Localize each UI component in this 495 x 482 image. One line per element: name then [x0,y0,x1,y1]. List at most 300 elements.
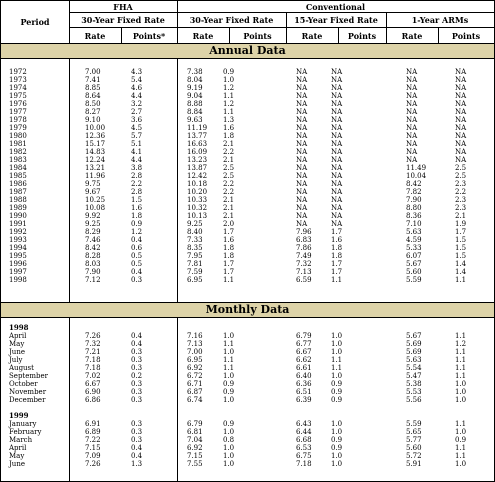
c30-points-cell: 1.8 [223,244,235,252]
fha-points-cell: 0.4 [131,332,143,340]
c30-points-cell: 1.7 [223,268,235,276]
c30-points-cell: 0.9 [223,68,235,76]
arm-points-cell: 1.0 [455,380,467,388]
period-cell: 1979 [9,124,27,132]
c30-points-cell: 1.0 [223,332,235,340]
c15-points-cell: 1.0 [331,348,343,356]
period-cell: February [9,428,42,436]
arm-points-cell: 2.3 [455,196,467,204]
c30-points-cell: 1.0 [223,372,235,380]
c30-rate-cell: 6.74 [187,396,203,404]
period-cell: 1982 [9,148,27,156]
c30-rate-cell: 10.33 [187,196,208,204]
arm-points-cell: 1.1 [455,372,467,380]
c15-points-cell: NA [331,204,343,212]
table-row [1,76,494,84]
c15-rate-cell: NA [296,148,308,156]
arm-rate-cell: 8.80 [406,204,422,212]
arm-rate-cell: 5.33 [406,244,422,252]
c30-rate-cell: 8.88 [187,100,203,108]
arm-points-cell: 1.1 [455,420,467,428]
arm-points-cell: 1.7 [455,228,467,236]
arm-rate-cell: 5.59 [406,276,422,284]
arm-rate-cell: 5.91 [406,460,422,468]
c30-rate-cell: 6.95 [187,356,203,364]
c15-points-cell: 1.0 [331,372,343,380]
period-cell: 1993 [9,236,27,244]
c15-rate-cell: 7.13 [296,268,312,276]
fha-rate-cell: 7.90 [85,268,101,276]
arm-rate-cell: 5.72 [406,452,422,460]
fha-points-cell: 0.3 [131,420,143,428]
c30-rate-cell: 7.55 [187,460,203,468]
table-row [1,124,494,132]
table-row [1,244,494,252]
year-heading [1,324,494,332]
c15-rate-cell: NA [296,188,308,196]
c30-rate-cell: 13.87 [187,164,208,172]
c15-points-cell: NA [331,172,343,180]
c15-points-cell: NA [331,116,343,124]
table-row [1,348,494,356]
arm-points-cell: NA [455,92,467,100]
arm-rate-cell: NA [406,108,418,116]
c15-points-cell: 0.9 [331,436,343,444]
c30-rate-cell: 7.16 [187,332,203,340]
c15-points-cell: 1.0 [331,420,343,428]
c30-points-cell: 1.1 [223,340,235,348]
c30-points-cell: 2.2 [223,148,235,156]
arm-points-cell: 1.1 [455,332,467,340]
c30-points-cell: 1.0 [223,76,235,84]
fha-rate-cell: 7.09 [85,452,101,460]
c30-rate-cell: 10.13 [187,212,208,220]
fha-points-cell: 0.4 [131,444,143,452]
arm-points-cell: NA [455,124,467,132]
c30-points-cell: 1.6 [223,236,235,244]
monthly-band-rule [1,317,494,318]
c30-rate-cell: 8.04 [187,76,203,84]
c15-rate-cell: 6.51 [296,388,312,396]
arm-points-cell: 2.5 [455,172,467,180]
period-cell: 1997 [9,268,27,276]
fha-rate-cell: 7.22 [85,436,101,444]
annual-band-rule [1,58,494,59]
arm-points-cell: 0.9 [455,436,467,444]
c15-rate-cell: 6.67 [296,348,312,356]
arm-points-cell: 1.1 [455,356,467,364]
c15-rate-cell: 6.61 [296,364,312,372]
monthly-rows [1,324,494,468]
arm-points-cell: 1.5 [455,252,467,260]
c30-rate-cell: 6.92 [187,364,203,372]
arm-rate-cell: 5.38 [406,380,422,388]
fha-points-cell: 1.6 [131,204,143,212]
c15-points-cell: NA [331,68,343,76]
fha-rate-cell: 10.00 [85,124,106,132]
arm-rate-cell: 5.63 [406,356,422,364]
conventional-header: Conventional [305,2,366,12]
c15-rate-cell: 6.68 [296,436,312,444]
arm-rate-cell: NA [406,100,418,108]
c30-points-cell: 1.2 [223,100,235,108]
c15-points-cell: 1.8 [331,244,343,252]
fha-rate-cell: 7.46 [85,236,101,244]
table-row [1,196,494,204]
table-row [1,396,494,404]
c15-rate-cell: 7.86 [296,244,312,252]
arm-points-cell: 1.4 [455,260,467,268]
table-row [1,268,494,276]
c15-rate-cell: NA [296,100,308,108]
arm-points-cell: 1.1 [455,444,467,452]
fha-points-cell: 0.3 [131,348,143,356]
fha-points-cell: 2.7 [131,108,143,116]
table-row [1,188,494,196]
fha-points-cell: 0.3 [131,364,143,372]
table-row [1,388,494,396]
c30-points-cell: 1.1 [223,108,235,116]
arm-points-cell: 1.0 [455,396,467,404]
period-header: Period [20,17,50,27]
fha-points-cell: 4.4 [131,92,143,100]
c15-rate-cell: 7.18 [296,460,312,468]
period-cell: 1996 [9,260,27,268]
c15-rate-cell: NA [296,116,308,124]
arm-rate-cell: 7.10 [406,220,422,228]
c15-rate-cell: NA [296,84,308,92]
period-cell: 1998 [9,276,27,284]
c15-points-cell: 1.0 [331,452,343,460]
fha-rate-cell: 8.64 [85,92,101,100]
arm-rate-cell: NA [406,148,418,156]
c15-points-cell: NA [331,100,343,108]
c30-points-cell: 1.1 [223,356,235,364]
c15-rate-cell: 6.59 [296,276,312,284]
c15-points-cell: 1.6 [331,236,343,244]
period-cell: November [9,388,47,396]
fha-points-cell: 3.6 [131,116,143,124]
arm-rate-cell: 5.67 [406,260,422,268]
period-cell: 1975 [9,92,27,100]
c30-rate-cell: 9.19 [187,84,203,92]
c15-points-cell: NA [331,164,343,172]
c30-rate-header: Rate [192,31,214,41]
fha-rate-cell: 9.25 [85,220,101,228]
fha-rate-cell: 7.00 [85,68,101,76]
fha-points-cell: 0.3 [131,396,143,404]
arm-points-cell: 1.0 [455,428,467,436]
c15-points-cell: 1.0 [331,332,343,340]
table-row [1,452,494,460]
c15-points-cell: NA [331,148,343,156]
fha-rate-cell: 8.28 [85,252,101,260]
c15-points-cell: NA [331,180,343,188]
fha-points-cell: 0.6 [131,244,143,252]
table-row [1,164,494,172]
arm-rate-cell: 5.54 [406,364,422,372]
c30-points-cell: 2.1 [223,140,235,148]
fha-points-cell: 5.4 [131,76,143,84]
fha-rate-cell: 7.15 [85,444,101,452]
table-row [1,380,494,388]
c15-rate-cell: NA [296,76,308,84]
arm-rate-cell: 5.53 [406,388,422,396]
table-row [1,180,494,188]
arm-points-cell: 1.1 [455,348,467,356]
c30-points-cell: 0.9 [223,380,235,388]
c15-rate-cell: 7.96 [296,228,312,236]
c15-points-cell: NA [331,84,343,92]
fha-points-cell: 0.3 [131,388,143,396]
c15-points-cell: NA [331,92,343,100]
c15-points-cell: 0.9 [331,396,343,404]
arm-points-cell: 1.4 [455,268,467,276]
fha-points-cell: 1.5 [131,196,143,204]
c15-points-cell: NA [331,188,343,196]
c30-rate-cell: 6.79 [187,420,203,428]
arm-rate-cell: NA [406,116,418,124]
period-cell: August [9,364,34,372]
c15-rate-cell: 6.40 [296,372,312,380]
period-cell: 1980 [9,132,27,140]
fha-rate-cell: 14.83 [85,148,106,156]
period-cell: January [9,420,37,428]
c15-points-cell: 1.1 [331,356,343,364]
c15-rate-cell: 7.49 [296,252,312,260]
c30-rate-cell: 6.92 [187,444,203,452]
period-cell: 1988 [9,196,27,204]
period-cell: 1978 [9,116,27,124]
arm-rate-cell: 5.63 [406,228,422,236]
arm-rate-cell: 4.59 [406,236,422,244]
table-row [1,356,494,364]
period-cell: 1981 [9,140,27,148]
arm-points-cell: 2.3 [455,204,467,212]
c30-rate-cell: 6.72 [187,372,203,380]
c30-points-cell: 2.5 [223,164,235,172]
table-row [1,428,494,436]
table-row [1,100,494,108]
table-row [1,276,494,284]
c15-rate-cell: 6.43 [296,420,312,428]
fha-points-cell: 0.2 [131,372,143,380]
arm-points-cell: 1.1 [455,452,467,460]
fha-rate-cell: 7.26 [85,332,101,340]
arm-rate-cell: NA [406,68,418,76]
fha-rate-cell: 6.89 [85,428,101,436]
c30-points-cell: 1.8 [223,252,235,260]
fha-points-cell: 2.2 [131,180,143,188]
fha-rate-cell: 15.17 [85,140,106,148]
fha-points-cell: 0.4 [131,236,143,244]
fha-points-cell: 3.8 [131,164,143,172]
year-label: 1999 [9,411,29,420]
c30-rate-cell: 7.00 [187,348,203,356]
c30-points-cell: 1.7 [223,228,235,236]
c30-rate-cell: 10.20 [187,188,208,196]
fha-points-cell: 1.2 [131,228,143,236]
arm-points-cell: NA [455,132,467,140]
fha-points-cell: 0.3 [131,428,143,436]
conv-arm-header: 1-Year ARMs [411,15,469,25]
arm-rate-cell: NA [406,156,418,164]
table-row [1,148,494,156]
fha-points-cell: 0.4 [131,268,143,276]
c15-points-cell: 1.1 [331,364,343,372]
arm-points-cell: NA [455,108,467,116]
year-label: 1998 [9,323,29,332]
header-rule-2 [69,27,494,28]
arm-rate-cell: NA [406,92,418,100]
table-row [1,444,494,452]
c15-rate-cell: NA [296,140,308,148]
c15-rate-cell: 6.83 [296,236,312,244]
c30-points-cell: 2.1 [223,156,235,164]
arm-rate-cell: 7.90 [406,196,422,204]
fha-rate-cell: 8.27 [85,108,101,116]
c30-rate-cell: 8.35 [187,244,203,252]
arm-points-cell: NA [455,100,467,108]
c30-points-cell: 0.8 [223,436,235,444]
period-cell: 1976 [9,100,27,108]
arm-rate-cell: 5.77 [406,436,422,444]
period-cell: May [9,340,25,348]
c30-rate-cell: 10.18 [187,180,208,188]
arm-rate-cell: NA [406,124,418,132]
period-cell: April [9,444,27,452]
arm-rate-cell: 5.69 [406,340,422,348]
fha-points-cell: 0.4 [131,340,143,348]
fha-rate-cell: 11.96 [85,172,106,180]
table-row [1,460,494,468]
c30-rate-cell: 7.04 [187,436,203,444]
fha-rate-header: Rate [84,31,106,41]
table-row [1,364,494,372]
c30-points-cell: 1.6 [223,124,235,132]
arm-rate-cell: NA [406,76,418,84]
fha-rate-cell: 6.91 [85,420,101,428]
c30-points-cell: 2.1 [223,204,235,212]
c15-rate-cell: NA [296,124,308,132]
fha-points-cell: 4.6 [131,84,143,92]
fha-rate-cell: 10.25 [85,196,106,204]
period-cell: 1990 [9,212,27,220]
c15-rate-cell: 6.36 [296,380,312,388]
c30-points-cell: 1.1 [223,92,235,100]
c30-rate-cell: 10.32 [187,204,208,212]
annual-data-band: Annual Data [1,44,494,58]
arm-points-cell: NA [455,116,467,124]
table-row [1,332,494,340]
fha-points-cell: 0.9 [131,220,143,228]
c30-points-cell: 2.2 [223,180,235,188]
period-cell: 1985 [9,172,27,180]
table-row [1,132,494,140]
arm-rate-cell: 5.69 [406,348,422,356]
c15-rate-cell: 6.75 [296,452,312,460]
c15-points-cell: 1.1 [331,276,343,284]
table-row [1,108,494,116]
table-row [1,340,494,348]
fha-points-header: Points* [132,31,166,41]
table-row [1,84,494,92]
period-cell: 1986 [9,180,27,188]
header-rule-1 [69,12,494,13]
fha-rate-cell: 6.86 [85,396,101,404]
c30-rate-cell: 8.84 [187,108,203,116]
arm-points-cell: NA [455,76,467,84]
table-row [1,420,494,428]
table-row [1,204,494,212]
arm-points-cell: NA [455,148,467,156]
arm-rate-cell: 5.56 [406,396,422,404]
fha-rate-cell: 12.24 [85,156,106,164]
period-cell: 1994 [9,244,27,252]
c30-rate-cell: 9.63 [187,116,203,124]
arm-rate-cell: 11.49 [406,164,427,172]
c30-rate-cell: 7.81 [187,260,203,268]
c15-points-cell: NA [331,156,343,164]
arm-rate-cell: NA [406,140,418,148]
c30-points-cell: 1.0 [223,348,235,356]
c30-rate-cell: 9.04 [187,92,203,100]
table-row [1,228,494,236]
table-row [1,220,494,228]
arm-points-cell: 1.2 [455,340,467,348]
c30-points-cell: 1.1 [223,276,235,284]
fha-points-cell: 0.3 [131,380,143,388]
c30-rate-cell: 16.09 [187,148,208,156]
c30-points-cell: 2.0 [223,220,235,228]
c15-points-cell: 1.7 [331,268,343,276]
period-cell: September [9,372,48,380]
block-spacer [1,404,494,412]
c30-rate-cell: 16.63 [187,140,208,148]
arm-points-cell: 2.5 [455,164,467,172]
c15-points-cell: NA [331,140,343,148]
c30-points-cell: 1.8 [223,132,235,140]
c30-rate-cell: 7.95 [187,252,203,260]
c30-rate-cell: 7.15 [187,452,203,460]
annual-rows [1,68,494,284]
arm-points-cell: 1.5 [455,244,467,252]
c15-rate-cell: NA [296,68,308,76]
table-row [1,436,494,444]
c15-rate-cell: NA [296,204,308,212]
c15-points-cell: 0.9 [331,388,343,396]
c15-points-cell: 1.0 [331,428,343,436]
c30-rate-cell: 8.40 [187,228,203,236]
c15-rate-cell: 6.79 [296,332,312,340]
c30-rate-cell: 13.23 [187,156,208,164]
c15-rate-cell: NA [296,132,308,140]
fha-rate-cell: 8.42 [85,244,101,252]
period-cell: March [9,436,33,444]
fha-rate-cell: 10.08 [85,204,106,212]
fha-rate-cell: 6.90 [85,388,101,396]
c15-rate-cell: 7.32 [296,260,312,268]
c15-points-cell: 1.7 [331,260,343,268]
c30-points-cell: 1.2 [223,84,235,92]
c30-points-cell: 2.1 [223,212,235,220]
monthly-data-band: Monthly Data [1,303,494,317]
period-cell: April [9,332,27,340]
fha-rate-cell: 7.41 [85,76,101,84]
arm-points-cell: 1.9 [455,220,467,228]
fha-points-cell: 4.4 [131,156,143,164]
fha-points-cell: 2.8 [131,172,143,180]
